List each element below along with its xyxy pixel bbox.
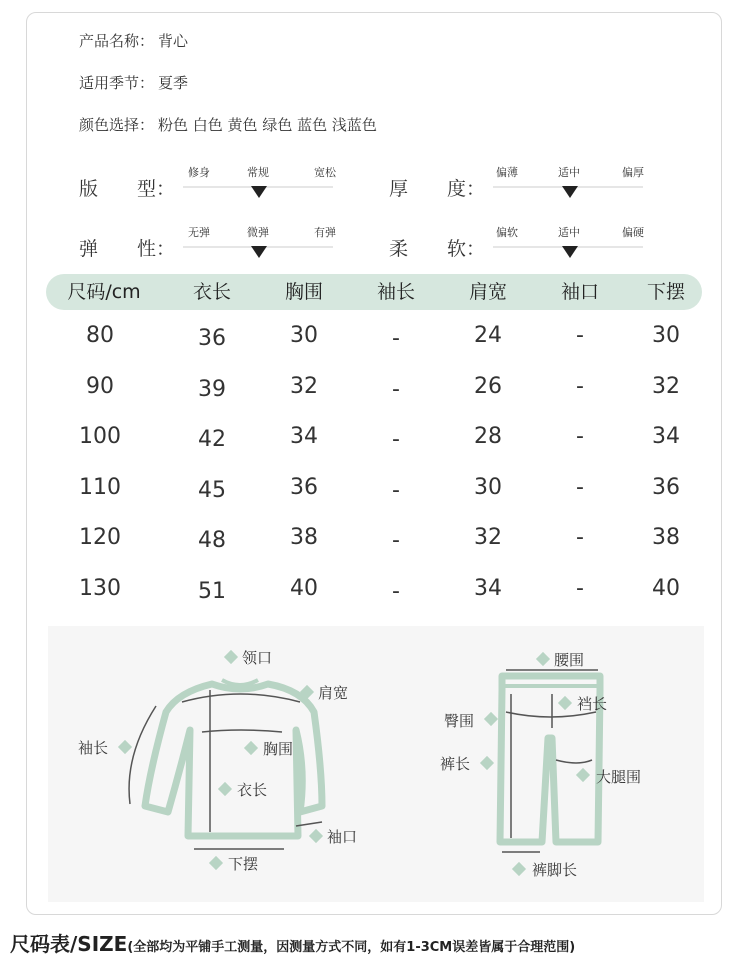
header-length: 衣长 — [192, 281, 232, 303]
cell-shoulder: 30 — [474, 474, 502, 500]
cell-hem: 34 — [652, 424, 680, 450]
label-leg-opening: 裤脚长 — [532, 861, 578, 879]
cell-size: 120 — [79, 525, 121, 551]
cell-length: 42 — [198, 427, 226, 453]
cell-cuff: - — [576, 576, 584, 601]
cell-hem: 32 — [652, 373, 680, 399]
cell-sleeve: - — [392, 376, 400, 402]
header-size: 尺码/cm — [67, 281, 141, 303]
cell-hem: 30 — [652, 323, 680, 348]
cell-sleeve: - — [392, 528, 400, 554]
size-chart-title: 尺码表/SIZE — [10, 932, 128, 956]
label-chest: 胸围 — [263, 740, 294, 758]
rating-label: 度： — [447, 178, 486, 200]
header-hem: 下摆 — [646, 281, 686, 303]
cell-chest: 40 — [290, 576, 318, 601]
info-value: 背心 — [158, 32, 189, 50]
label-shoulder: 肩宽 — [318, 684, 349, 702]
cell-cuff: - — [576, 474, 584, 500]
info-value: 粉色 白色 黄色 绿色 蓝色 浅蓝色 — [158, 116, 377, 134]
rating-label: 版 — [79, 178, 99, 200]
rating-label: 柔 — [389, 238, 409, 260]
cell-length: 39 — [198, 376, 226, 402]
cell-length: 36 — [198, 326, 226, 351]
label-cuff: 袖口 — [327, 828, 358, 846]
cell-shoulder: 26 — [474, 373, 502, 399]
rating-label: 弹 — [79, 238, 99, 260]
scale-tick: 偏厚 — [622, 166, 644, 179]
label-sleeve: 袖长 — [78, 739, 109, 757]
cell-size: 90 — [86, 373, 114, 399]
scale-tick: 微弹 — [247, 226, 269, 239]
scale-tick: 偏薄 — [496, 166, 518, 179]
label-hip: 臀围 — [444, 712, 475, 730]
scale-tick: 常规 — [247, 166, 269, 179]
scale-tick: 无弹 — [188, 226, 210, 239]
info-label: 颜色选择： — [79, 116, 155, 134]
scale-tick: 偏硬 — [622, 226, 644, 239]
header-cuff: 袖口 — [560, 281, 600, 303]
scale-tick: 适中 — [558, 226, 580, 239]
cell-sleeve: - — [392, 427, 400, 453]
rating-label: 厚 — [389, 178, 409, 200]
cell-shoulder: 28 — [474, 424, 502, 450]
cell-cuff: - — [576, 525, 584, 551]
cell-size: 80 — [86, 323, 114, 348]
label-neck: 领口 — [242, 649, 273, 667]
cell-hem: 36 — [652, 474, 680, 500]
cell-hem: 40 — [652, 576, 680, 601]
info-label: 产品名称： — [79, 32, 155, 50]
cell-size: 110 — [79, 474, 121, 500]
cell-cuff: - — [576, 373, 584, 399]
top-measure-lines — [129, 690, 322, 849]
cell-sleeve: - — [392, 579, 400, 604]
scale-tick: 有弹 — [314, 226, 336, 239]
label-hem: 下摆 — [228, 855, 259, 873]
rating-label: 型： — [137, 178, 176, 200]
label-thigh: 大腿围 — [596, 768, 642, 786]
header-sleeve: 袖长 — [376, 281, 416, 303]
header-chest: 胸围 — [284, 281, 324, 303]
label-waist: 腰围 — [554, 651, 585, 669]
cell-length: 48 — [198, 528, 226, 554]
scale-tick: 宽松 — [314, 166, 336, 179]
cell-cuff: - — [576, 424, 584, 450]
cell-size: 130 — [79, 576, 121, 601]
info-label: 适用季节： — [79, 74, 155, 92]
footer-title — [10, 928, 575, 957]
label-length: 衣长 — [237, 781, 268, 799]
cell-sleeve: - — [392, 477, 400, 503]
collar-shape — [222, 680, 258, 685]
measurement-note: (全部均为平铺手工测量，因测量方式不同，如有1-3CM误差皆属于合理范围) — [127, 940, 576, 955]
scale-tick: 修身 — [188, 166, 210, 179]
scale-tick: 适中 — [558, 166, 580, 179]
label-pants-length: 裤长 — [440, 755, 471, 773]
cell-chest: 32 — [290, 373, 318, 399]
cell-length: 45 — [198, 477, 226, 503]
cell-shoulder: 32 — [474, 525, 502, 551]
cell-size: 100 — [79, 424, 121, 450]
cell-chest: 34 — [290, 424, 318, 450]
cell-length: 51 — [198, 579, 226, 604]
cell-hem: 38 — [652, 525, 680, 551]
cell-shoulder: 24 — [474, 323, 502, 348]
cell-cuff: - — [576, 323, 584, 348]
header-shoulder: 肩宽 — [468, 281, 508, 303]
info-value: 夏季 — [158, 74, 189, 92]
cell-sleeve: - — [392, 326, 400, 351]
top-garment-outline — [145, 684, 322, 836]
label-rise: 裆长 — [577, 695, 608, 713]
cell-chest: 30 — [290, 323, 318, 348]
scale-tick: 偏软 — [496, 226, 518, 239]
cell-chest: 38 — [290, 525, 318, 551]
cell-shoulder: 34 — [474, 576, 502, 601]
rating-label: 软： — [447, 238, 486, 260]
rating-label: 性： — [137, 238, 176, 260]
cell-chest: 36 — [290, 474, 318, 500]
